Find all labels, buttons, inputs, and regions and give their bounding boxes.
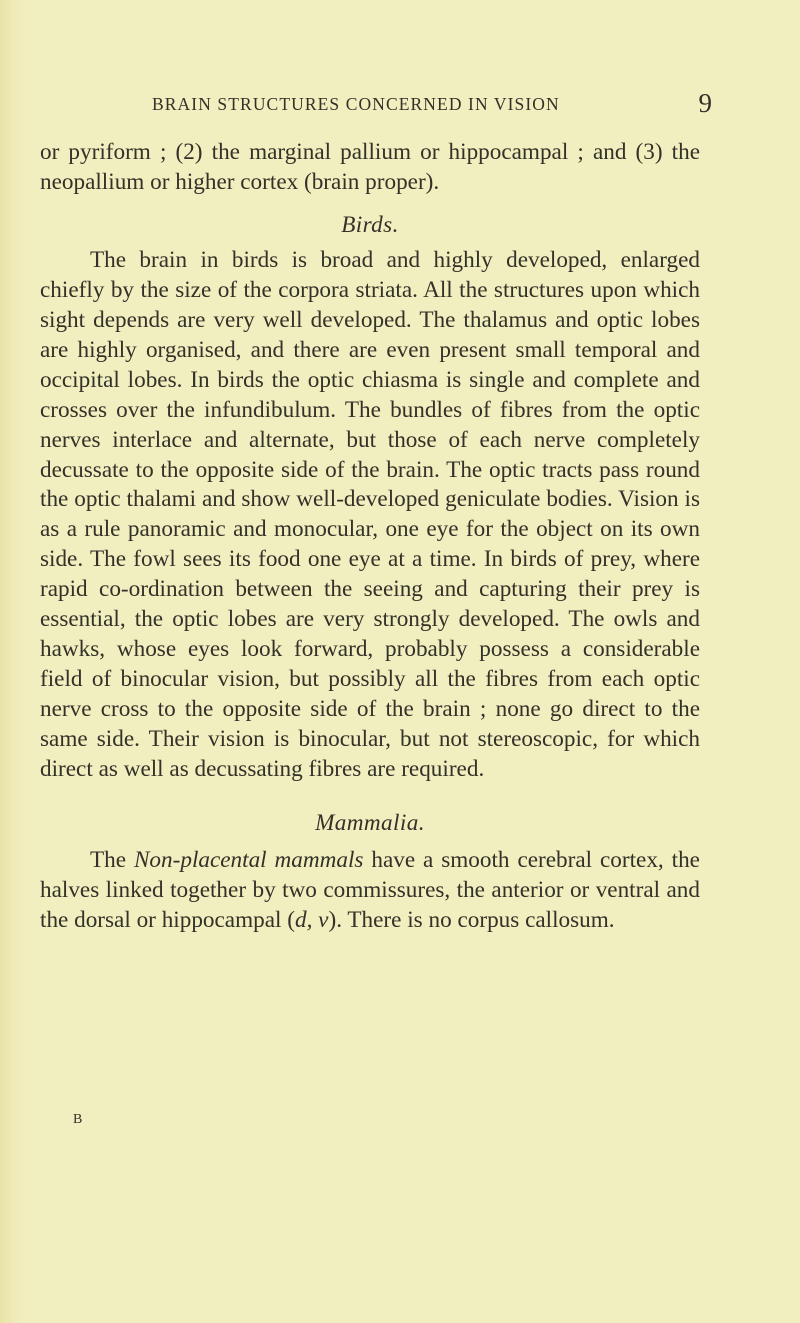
mammalia-text-end: ). There is no corpus callosum.	[328, 906, 615, 933]
page-number: 9	[698, 88, 712, 118]
mammalia-paragraph	[40, 846, 700, 936]
mammalia-heading: Mammalia.	[315, 810, 425, 837]
page-edge	[0, 0, 24, 1323]
birds-paragraph: The brain in birds is broad and highly developed, enlarged chiefly by the size of the corpora striata. All the structures upon which sight depends are very well developed. The thalamus and optic lobes are highly organised, and there are even present small temporal and occipital lobes. In birds the optic chiasma is single and complete and crosses over the infundibulum. The bundles of fibres from the optic nerves interlace and alternate, but those of each nerve completely decussate to the opposite side of the brain. The optic tracts pass round the optic thalami and show well-developed geniculate bodies. Vision is as a rule panoramic and monocular, one eye for the object on its own side. The fowl sees its food one eye at a time. In birds of prey, where rapid co-ordination between the seeing and capturing their prey is essential, the optic lobes are very strongly developed. The owls and hawks, whose eyes look forward, probably possess a considerable field of binocular vision, but possibly all the fibres from each optic nerve cross to the opposite side of the brain ; none go direct to the same side. Their vision is binocular, but not stereoscopic, for which direct as well as decussating fibres are required.	[40, 246, 700, 783]
page-header	[40, 88, 720, 128]
mammalia-text-middle: have a smooth cerebral cortex, the halves linked together by two commissures, the anterior or ventral and the dorsal or hippocampal (	[40, 846, 700, 933]
signature-mark: B	[73, 1112, 84, 1127]
running-head: BRAIN STRUCTURES CONCERNED IN VISION	[152, 94, 560, 114]
intro-paragraph: or pyriform ; (2) the marginal pallium or hippocampal ; and (3) the neopallium or higher cortex (brain proper).	[40, 139, 700, 195]
mammalia-text-start: The	[90, 846, 134, 873]
birds-heading: Birds.	[341, 211, 399, 238]
page-body	[40, 138, 700, 936]
figure-reference: d, v	[294, 906, 329, 933]
non-placental-term: Non-placental mammals	[133, 846, 364, 873]
